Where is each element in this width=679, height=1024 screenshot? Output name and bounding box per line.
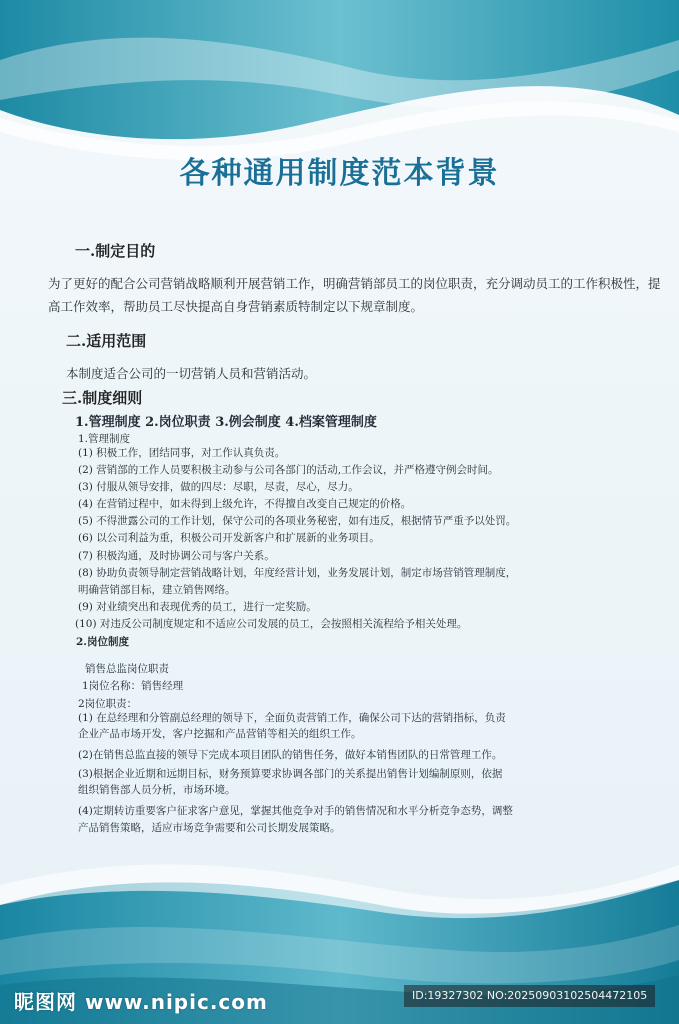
duty-item: 组织销售部人员分析，市场环境。	[78, 784, 236, 796]
rule-item: (8) 协助负责领导制定营销战略计划，年度经营计划，业务发展计划，制定市场营销管理制度，	[78, 567, 517, 579]
post-heading: 2.岗位制度	[76, 636, 129, 648]
rule-item: (1) 积极工作，团结同事，对工作认真负责。	[78, 447, 286, 459]
duty-item: (4)定期转访重要客户征求客户意见，掌握其他竞争对手的销售情况和水平分析竞争态势，调整	[78, 805, 513, 817]
duties-heading: 2岗位职责：	[78, 698, 138, 710]
rule-item: (5) 不得泄露公司的工作计划，保守公司的各项业务秘密，如有违反，根据情节严重予以处罚。	[78, 515, 517, 527]
section-2-body: 本制度适合公司的一切营销人员和营销活动。	[66, 366, 317, 381]
section-3-items: 1.管理制度 2.岗位职责 3.例会制度 4.档案管理制度	[75, 415, 377, 430]
section-2-heading: 二.适用范围	[66, 332, 147, 350]
rule-item: (3) 付服从领导安排，做的四尽：尽职，尽责，尽心，尽力。	[78, 481, 359, 493]
section-1-body: 为了更好的配合公司营销战略顺利开展营销工作，明确营销部员工的岗位职责，充分调动员工的工作积极性，提高工作效率，帮助员工尽快提高自身营销素质特制定以下规章制度。	[48, 276, 661, 314]
duty-item: 产品销售策略，适应市场竞争需要和公司长期发展策略。	[78, 822, 341, 834]
duty-item: (2)在销售总监直接的领导下完成本项目团队的销售任务，做好本销售团队的日常管理工作。	[78, 749, 503, 761]
rule-item: (2) 营销部的工作人员要积极主动参与公司各部门的活动,工作会议，并严格遵守例会时间。	[78, 464, 499, 476]
page-title: 各种通用制度范本背景	[179, 156, 500, 191]
rule-item: (9) 对业绩突出和表现优秀的员工，进行一定奖励。	[78, 601, 317, 613]
post-name: 1岗位名称：销售经理	[82, 680, 184, 692]
watermark-id: ID:19327302 NO:20250903102504472105	[404, 985, 655, 1007]
rule-item: (6) 以公司利益为重，积极公司开发新客户和扩展新的业务项目。	[78, 532, 380, 544]
duty-item: (1) 在总经理和分管副总经理的领导下，全面负责营销工作，确保公司下达的营销指标，负责	[78, 712, 506, 724]
rule-item: (7) 积极沟通，及时协调公司与客户关系。	[78, 550, 275, 562]
rule-item: 明确营销部目标，建立销售网络。	[78, 584, 236, 596]
watermark-logo: 昵图网 www.nipic.com	[14, 990, 268, 1014]
duty-item: (3)根据企业近期和远期目标，财务预算要求协调各部门的关系提出销售计划编制原则，依据	[78, 768, 503, 780]
duty-item: 企业产品市场开发，客户挖掘和产品营销等相关的组织工作。	[78, 728, 362, 740]
rule-item: (10) 对违反公司制度规定和不适应公司发展的员工，会按照相关流程给予相关处理。	[75, 618, 468, 630]
post-title: 销售总监岗位职责	[85, 663, 169, 675]
section-1-heading: 一.制定目的	[75, 242, 156, 260]
section-3-heading: 三.制度细则	[62, 389, 143, 407]
rule-item: (4) 在营销过程中，如未得到上级允许，不得擅自改变自己规定的价格。	[78, 498, 412, 510]
management-heading: 1.管理制度	[78, 433, 131, 445]
